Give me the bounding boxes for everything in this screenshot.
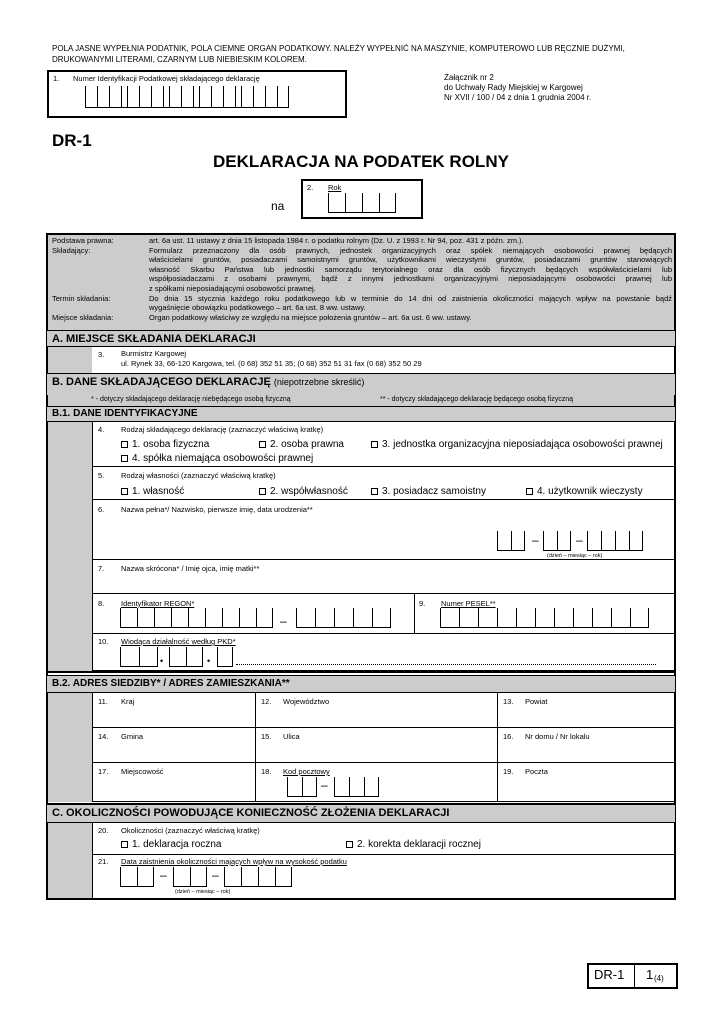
year-number: 2. [307, 183, 314, 192]
section-a-header: A. MIEJSCE SKŁADANIA DEKLARACJI [47, 330, 675, 347]
field-4-number: 4. [98, 425, 105, 434]
field-14-label: Gmina [121, 732, 144, 741]
field-6-number: 6. [98, 505, 105, 514]
field-8-label: Identyfikator REGON* [121, 599, 195, 608]
pkd-input-c[interactable] [217, 647, 233, 667]
field-13-label: Powiat [525, 697, 548, 706]
option-label: 2. osoba prawna [270, 439, 344, 450]
field-10-number: 10. [98, 637, 109, 646]
field-21-label: Data zaistnienia okoliczności mających wpływ na wysokość podatku [121, 857, 347, 866]
field-5-label: Rodzaj własności (zaznaczyć właściwą kratkę) [121, 471, 276, 480]
section-b-note: (niepotrzebne skreślić) [273, 377, 365, 387]
option-label: 4. spółka niemająca osobowości prawnej [132, 453, 314, 464]
field-16-label: Nr domu / Nr lokalu [525, 732, 590, 741]
field-8-number: 8. [98, 599, 105, 608]
option-label: 1. osoba fizyczna [132, 439, 210, 450]
field-15-number: 15. [261, 732, 272, 741]
footer-code: DR-1 [594, 967, 625, 982]
pesel-input[interactable] [440, 608, 649, 628]
section-c-gutter [48, 823, 92, 898]
pkd-input-a[interactable] [120, 647, 158, 667]
birth-month-input[interactable] [543, 531, 571, 551]
filer-line: właścicielami gruntów, posiadaczami samoistnymi gruntów, użytkownikami wieczystymi gruntów, posiadaczami gruntów stanowiących [149, 255, 672, 265]
field-6-label: Nazwa pełna*/ Nazwisko, pierwsze imię, data urodzenia** [121, 505, 313, 514]
option-label: 4. użytkownik wieczysty [537, 486, 643, 497]
filer-line: współposiadaczami z osobami prawnymi, bądź z innymi jednostkami organizacyjnymi nieposiadającymi osobowości prawnej lub [149, 274, 672, 284]
year-input[interactable] [328, 193, 396, 213]
tax-office-contact: ul. Rynek 33, 66-120 Kargowa, tel. (0 68) 352 51 35; (0 68) 352 51 31 fax (0 68) 352 50 29 [121, 359, 422, 368]
checkbox-icon[interactable] [259, 488, 266, 495]
pkd-dot: • [160, 656, 164, 666]
option-organizational-unit[interactable] [371, 439, 663, 450]
option-co-ownership[interactable] [259, 486, 348, 497]
checkbox-icon[interactable] [121, 455, 128, 462]
field-9-number: 9. [419, 599, 426, 608]
option-correction[interactable] [346, 839, 481, 850]
note-non-person: * - dotyczy składającego deklarację niebędącego osobą fizyczną [91, 396, 291, 403]
field-12-label: Województwo [283, 697, 330, 706]
event-year-input[interactable] [224, 867, 292, 887]
regon-input[interactable] [120, 608, 273, 628]
pkd-input-b[interactable] [169, 647, 203, 667]
section-b1-header: B.1. DANE IDENTYFIKACYJNE [47, 406, 675, 422]
option-perpetual-user[interactable] [526, 486, 643, 497]
option-label: 2. współwłasność [270, 486, 348, 497]
field-17-number: 17. [98, 767, 109, 776]
form-title: DEKLARACJA NA PODATEK ROLNY [213, 152, 509, 171]
option-natural-person[interactable] [121, 439, 209, 450]
section-c-header: C. OKOLICZNOŚCI POWODUJĄCE KONIECZNOŚĆ ZŁOŻENIA DEKLARACJI [47, 803, 675, 823]
regon-ext-input[interactable] [296, 608, 391, 628]
option-legal-person[interactable] [259, 439, 344, 450]
field-18-label: Kod pocztowy [283, 767, 330, 776]
attachment-line2: do Uchwały Rady Miejskiej w Kargowej [444, 83, 583, 92]
postal-code-prefix-input[interactable] [287, 777, 317, 797]
option-partnership[interactable] [121, 453, 313, 464]
section-b-header [47, 373, 675, 395]
nip-input[interactable] [85, 86, 289, 108]
field-19-number: 19. [503, 767, 514, 776]
field-17-cell[interactable] [92, 763, 255, 802]
tax-office-name: Burmistrz Kargowej [121, 349, 187, 358]
legal-basis-label: Podstawa prawna: [52, 236, 114, 245]
field-20-label: Okoliczności (zaznaczyć właściwą kratkę) [121, 826, 260, 835]
checkbox-icon[interactable] [526, 488, 533, 495]
option-label: 3. posiadacz samoistny [382, 486, 486, 497]
deadline-label: Termin składania: [52, 293, 111, 303]
option-label: 2. korekta deklaracji rocznej [357, 839, 481, 850]
field-5-number: 5. [98, 471, 105, 480]
legal-basis: art. 6a ust. 11 ustawy z dnia 15 listopada 1984 r. o podatku rolnym (Dz. U. z 1993 r. Nr 94, poz. 431 z późn. zm.). [149, 236, 524, 245]
checkbox-icon[interactable] [346, 841, 353, 848]
date-separator: – [212, 868, 219, 882]
year-label: Rok [328, 183, 342, 192]
field-10-label: Wiodąca działalność według PKD* [121, 637, 236, 646]
tax-office-address [121, 349, 422, 369]
place: Organ podatkowy właściwy ze względu na miejsce położenia gruntów – art. 6a ust. 6 ww. ustawy. [149, 312, 472, 322]
checkbox-icon[interactable] [121, 441, 128, 448]
nip-label: Numer Identyfikacji Podatkowej składającego deklarację [73, 74, 260, 83]
checkbox-icon[interactable] [121, 488, 128, 495]
option-independent-holder[interactable] [371, 486, 486, 497]
field-9-label: Numer PESEL** [441, 599, 496, 608]
info-text [52, 236, 672, 322]
pkd-description-line[interactable] [236, 664, 656, 665]
filer-line: Formularz przeznaczony dla osób prawnych, jednostek organizacyjnych oraz spółek niemających osobowości prawnej będących [149, 245, 672, 255]
option-label: 1. deklaracja roczna [132, 839, 222, 850]
event-month-input[interactable] [173, 867, 207, 887]
section-b2-gutter [48, 693, 92, 802]
form-code: DR-1 [52, 131, 92, 150]
field-16-number: 16. [503, 732, 514, 741]
section-a-gutter [48, 347, 92, 373]
field-3-number: 3. [98, 350, 105, 359]
deadline-line: Do dnia 15 stycznia każdego roku podatkowego lub w terminie do 14 dni od zaistnienia okoliczności mających wpływ na powstanie bądź [149, 293, 672, 303]
field-11-label: Kraj [121, 697, 135, 706]
date-separator: – [160, 868, 167, 882]
field-4-label: Rodzaj składającego deklarację (zaznaczyć właściwą kratkę) [121, 425, 324, 434]
attachment-line1: Załącznik nr 2 [444, 73, 494, 82]
postal-code-suffix-input[interactable] [334, 777, 379, 797]
birth-day-input[interactable] [497, 531, 525, 551]
section-b-title: B. DANE SKŁADAJĄCEGO DEKLARACJĘ [52, 376, 271, 388]
filer-label: Składający: [52, 245, 91, 255]
field-20-number: 20. [98, 826, 109, 835]
form-notice: POLA JASNE WYPEŁNIA PODATNIK, POLA CIEMNE ORGAN PODATKOWY. NALEŻY WYPEŁNIĆ NA MASZYNIE, KOMPUTEROWO LUB RĘCZNIE DUŻYMI, DRUKOWANYMI LITERAMI, CZARNYM LUB NIEBIESKIM KOLOREM. [52, 44, 625, 64]
birth-year-input[interactable] [587, 531, 643, 551]
field-18-number: 18. [261, 767, 272, 776]
option-label: 1. własność [132, 486, 185, 497]
section-b1-gutter [48, 422, 92, 671]
field-7-label: Nazwa skrócona* / Imię ojca, imię matki** [121, 564, 260, 573]
note-person: ** - dotyczy składającego deklarację będącego osobą fizyczną [380, 396, 574, 403]
field-7-number: 7. [98, 564, 105, 573]
field-11-number: 11. [98, 697, 108, 706]
option-ownership[interactable] [121, 486, 184, 497]
field-19-cell[interactable] [497, 763, 674, 802]
field-19-label: Poczta [525, 767, 548, 776]
regon-separator: – [280, 614, 287, 628]
checkbox-icon[interactable] [121, 841, 128, 848]
checkbox-icon[interactable] [259, 441, 266, 448]
date-separator: – [532, 533, 539, 547]
field-13-cell[interactable] [497, 693, 674, 728]
attachment-line3: Nr XVII / 100 / 04 z dnia 1 grudnia 2004 r. [444, 93, 592, 102]
field-12-number: 12. [261, 697, 272, 706]
checkbox-icon[interactable] [371, 441, 378, 448]
filer-line: własność Skarbu Państwa lub jednostki samorządu terytorialnego oraz dla osób fizycznych będących współwłaścicielami lub [149, 264, 672, 274]
deadline-line: wygaśnięcie obowiązku podatkowego – art. 6a ust. 8 ww. ustawy. [149, 303, 366, 313]
filer-line: z spółkami nieposiadającymi osobowości prawnej. [149, 283, 316, 293]
event-day-input[interactable] [120, 867, 154, 887]
date-separator: – [576, 533, 583, 547]
field-17-label: Miejscowość [121, 767, 164, 776]
section-b2-header: B.2. ADRES SIEDZIBY* / ADRES ZAMIESZKANIA** [47, 675, 675, 693]
page-number: 1 [646, 967, 654, 982]
field-11-cell[interactable] [92, 693, 255, 728]
attachment-info [444, 73, 591, 103]
field-15-label: Ulica [283, 732, 300, 741]
section-b2-top-line [48, 671, 674, 673]
page-count: (4) [654, 974, 664, 983]
option-label: 3. jednostka organizacyjna nieposiadająca osobowości prawnej [382, 439, 663, 450]
postal-code-separator: – [321, 778, 328, 792]
place-label: Miejsce składania: [52, 312, 114, 322]
field-21-number: 21. [98, 857, 109, 866]
date-hint: (dzień – miesiąc – rok) [175, 889, 231, 895]
field-13-number: 13. [503, 697, 514, 706]
footer-divider [634, 963, 635, 989]
option-annual-declaration[interactable] [121, 839, 222, 850]
checkbox-icon[interactable] [371, 488, 378, 495]
nip-number: 1. [53, 74, 60, 83]
field-14-cell[interactable] [92, 728, 255, 763]
date-hint: (dzień – miesiąc – rok) [547, 553, 603, 559]
year-prefix: na [271, 199, 285, 213]
pkd-dot: • [207, 656, 211, 666]
field-14-number: 14. [98, 732, 109, 741]
